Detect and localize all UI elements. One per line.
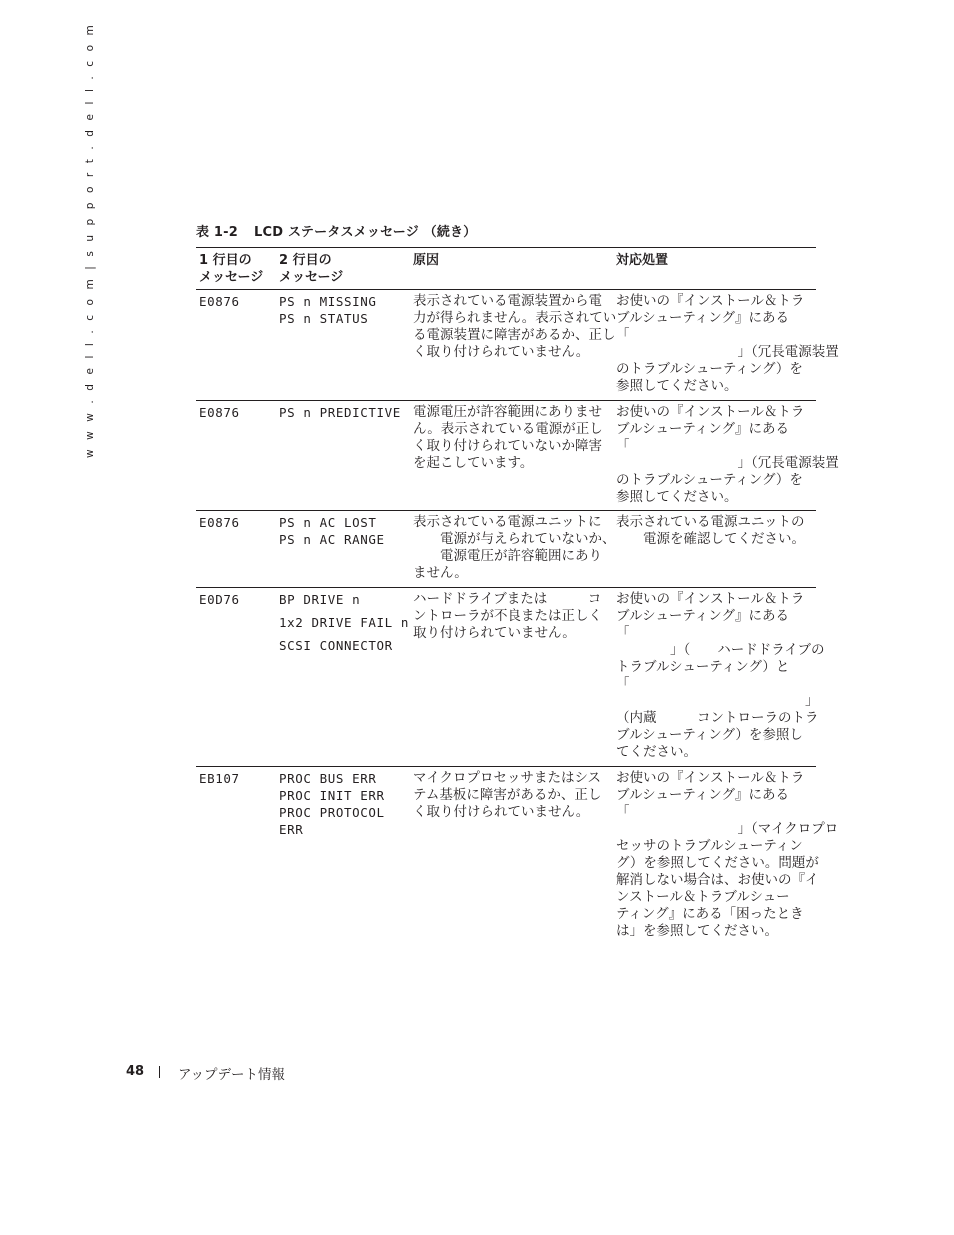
cause-text: マイクロプロセッサまたはシス テム基板に障害があるか、正し く取り付けられていません。 <box>413 770 602 820</box>
action-text: お使いの『インストール＆トラ ブルシューティング』にある 「 」（冗長電源装置 のトラブルシューティング）を 参照してください。 <box>616 293 839 394</box>
line2-message: BP DRIVE n 1x2 DRIVE FAIL n SCSI CONNECTOR <box>279 592 410 653</box>
action-text: お使いの『インストール＆トラ ブルシューティング』にある 「 」（マイクロプロ セッサのトラブルシューティン グ）を参照してください。問題が 解消しない場合は、お使いの『イ ンストール＆トラブルシュー ティング』にある「困ったとき は」を参照してください。 <box>616 770 839 939</box>
footer-divider <box>159 1066 160 1078</box>
line1-code: E0876 <box>199 294 240 309</box>
line1-code: E0876 <box>199 515 240 530</box>
cause-text: 表示されている電源装置から電 力が得られません。表示されてい る電源装置に障害があるか、正し く取り付けられていません。 <box>413 293 617 360</box>
table-header <box>196 247 816 290</box>
line2-message: PS n AC LOST PS n AC RANGE <box>279 515 385 547</box>
caption-title: LCD ステータスメッセージ （続き） <box>254 225 477 240</box>
action-text: お使いの『インストール＆トラ ブルシューティング』にある 「 」（冗長電源装置 のトラブルシューティング）を 参照してください。 <box>616 404 839 505</box>
table-row <box>196 289 839 401</box>
table-row <box>196 400 839 511</box>
side-url: w w w . d e l l . c o m | s u p p o r t . d e l l . c o m <box>84 22 96 458</box>
line1-code: EB107 <box>199 771 240 786</box>
line1-code: E0D76 <box>199 592 240 607</box>
header-action: 対応処置 <box>616 253 669 268</box>
line2-message: PROC BUS ERR PROC INIT ERR PROC PROTOCOL ERR <box>279 771 385 837</box>
caption-label: 表 1-2 <box>196 225 239 240</box>
page-number: 48 <box>126 1064 145 1079</box>
action-text: お使いの『インストール＆トラ ブルシューティング』にある 「 」（ ハードドライブの トラブルシューティング）と 「 」 （内蔵 コントローラのトラ ブルシューティング）を参照し てください。 <box>616 591 825 760</box>
table-row <box>196 510 816 588</box>
footer-chapter-title: アップデート情報 <box>178 1067 286 1083</box>
cause-text: 表示されている電源ユニットに 電源が与えられていないか、 電源電圧が許容範囲にあり ません。 <box>413 514 616 581</box>
table-caption <box>196 221 476 240</box>
header-line2-message: 2 行目の メッセージ <box>279 253 344 285</box>
header-cause: 原因 <box>413 253 440 268</box>
cause-text: 電源電圧が許容範囲にありませ ん。表示されている電源が正し く取り付けられていないか障害 を起こしています。 <box>413 404 603 471</box>
cause-text: ハードドライブまたは コ ントローラが不良または正しく 取り付けられていません。 <box>413 591 602 641</box>
header-line1-message: 1 行目の メッセージ <box>199 253 264 285</box>
line2-message: PS n MISSING PS n STATUS <box>279 294 377 326</box>
table-row <box>196 766 839 946</box>
action-text: 表示されている電源ユニットの 電源を確認してください。 <box>616 514 805 547</box>
line1-code: E0876 <box>199 405 240 420</box>
table-row <box>196 587 825 767</box>
line2-message: PS n PREDICTIVE <box>279 405 401 420</box>
